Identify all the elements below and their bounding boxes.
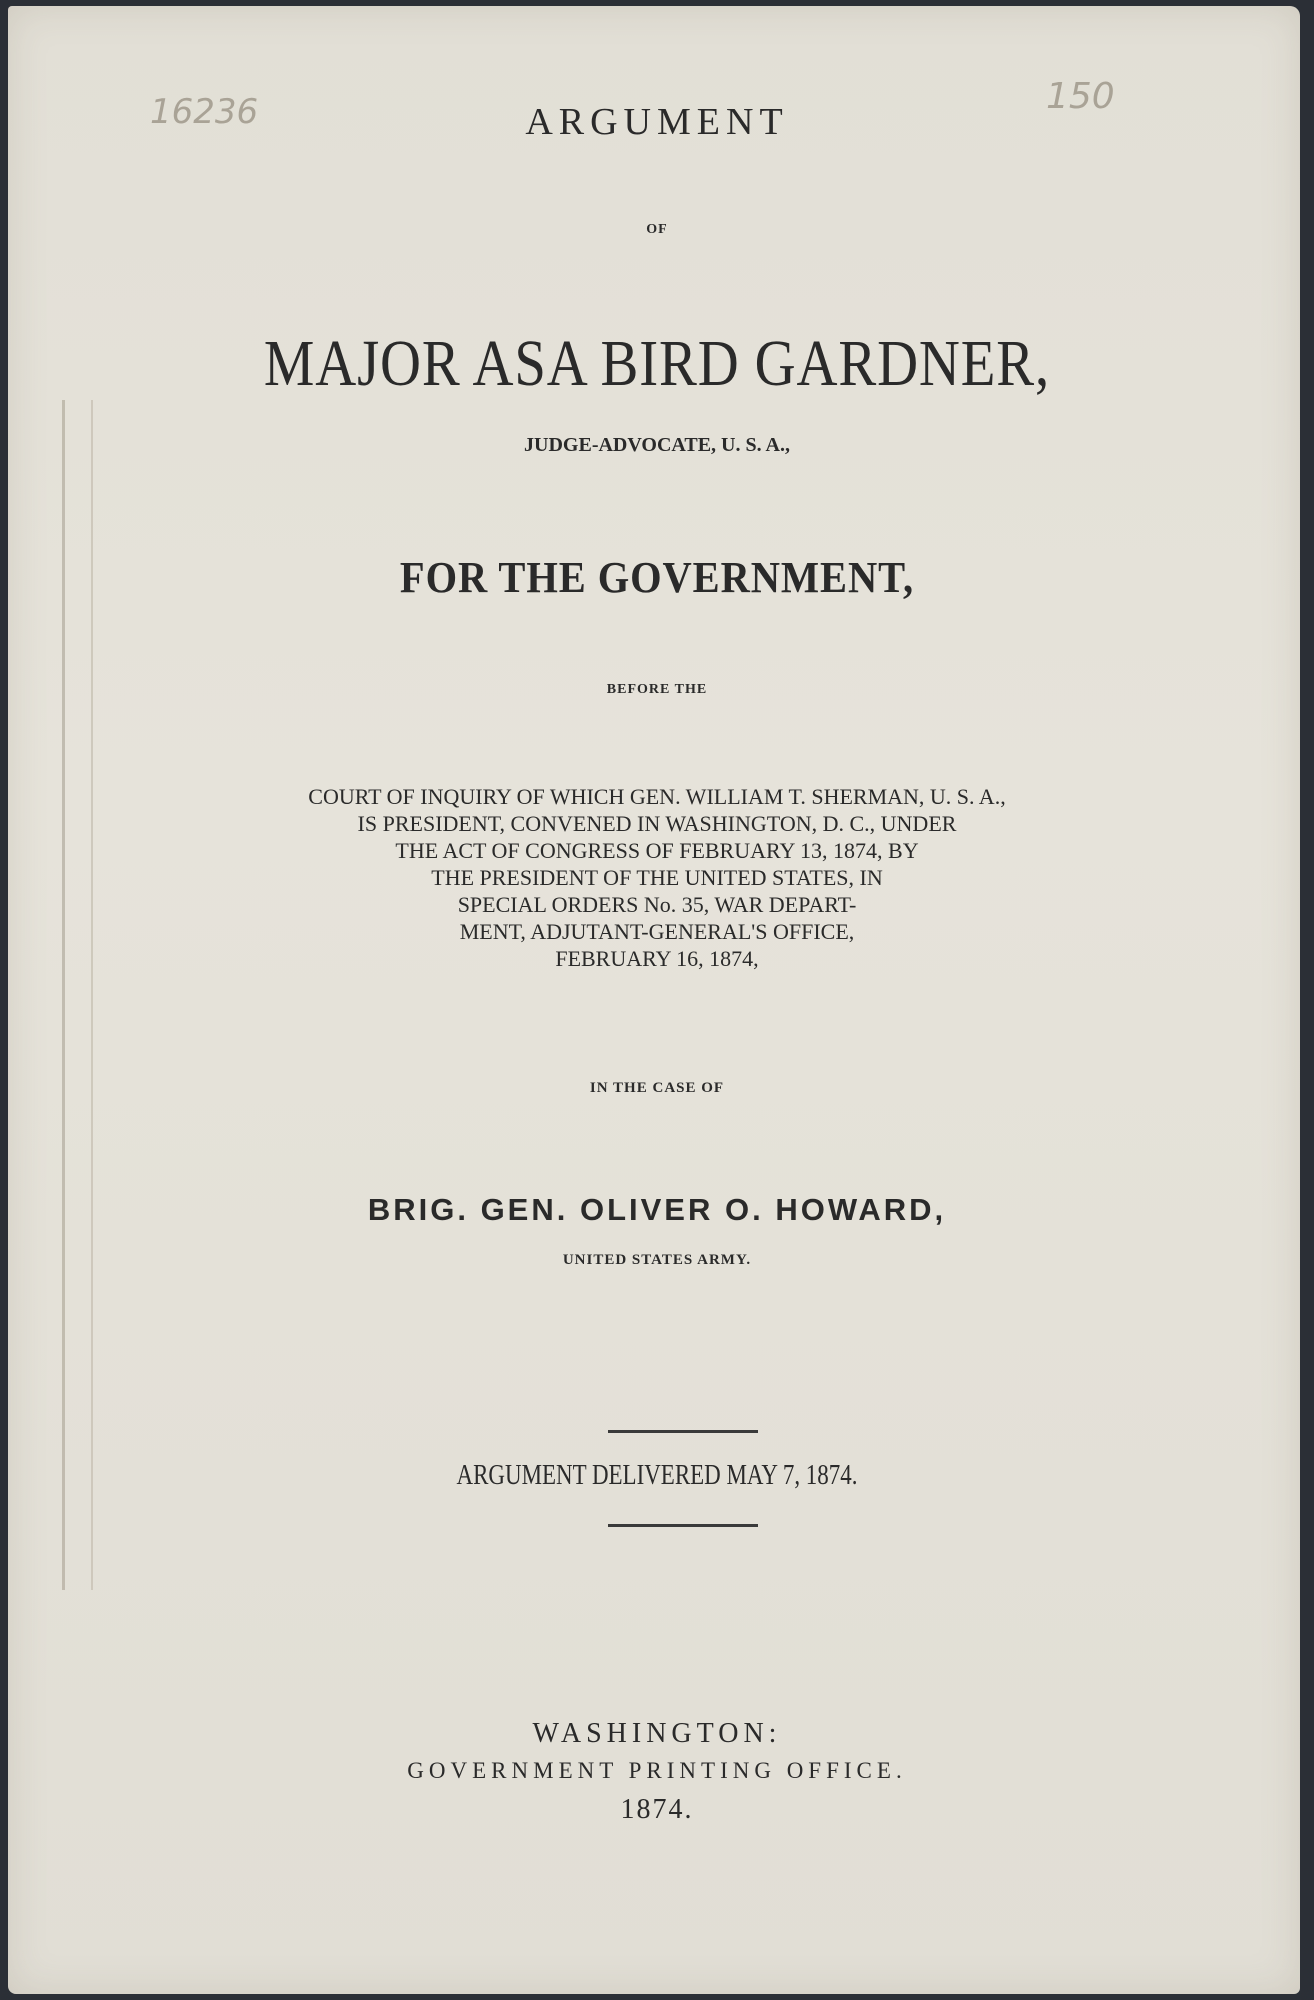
title-argument: ARGUMENT (525, 101, 789, 143)
imprint-office: GOVERNMENT PRINTING OFFICE. (407, 1758, 907, 1783)
of-label: OF (646, 222, 668, 237)
pencil-note-left: 16236 (150, 92, 259, 132)
court-line-5: SPECIAL ORDERS No. 35, WAR DEPART- (457, 892, 857, 917)
author-title: JUDGE-ADVOCATE, U. S. A., (524, 434, 790, 456)
court-line-2: IS PRESIDENT, CONVENED IN WASHINGTON, D. C., UNDER (357, 811, 957, 836)
imprint-year: 1874. (620, 1794, 694, 1825)
document-page (8, 6, 1300, 1994)
argument-delivered: ARGUMENT DELIVERED MAY 7, 1874. (456, 1460, 858, 1491)
court-line-7: FEBRUARY 16, 1874, (555, 946, 759, 971)
author-name: MAJOR ASA BIRD GARDNER, (263, 327, 1051, 400)
court-line-1: COURT OF INQUIRY OF WHICH GEN. WILLIAM T. SHERMAN, U. S. A., (308, 784, 1006, 809)
divider-bottom (608, 1524, 758, 1527)
defendant-name: BRIG. GEN. OLIVER O. HOWARD, (367, 1192, 947, 1227)
pencil-note-right: 150 (1046, 76, 1115, 117)
defendant-subtitle: UNITED STATES ARMY. (562, 1252, 752, 1268)
before-the: BEFORE THE (606, 682, 708, 697)
divider-top (608, 1430, 758, 1433)
court-line-3: THE ACT OF CONGRESS OF FEBRUARY 13, 1874, BY (395, 838, 919, 863)
court-line-6: MENT, ADJUTANT-GENERAL'S OFFICE, (459, 919, 855, 944)
for-the-government: FOR THE GOVERNMENT, (399, 553, 915, 602)
court-line-4: THE PRESIDENT OF THE UNITED STATES, IN (431, 865, 883, 890)
imprint-city: WASHINGTON: (532, 1718, 782, 1749)
in-the-case-of: IN THE CASE OF (589, 1080, 725, 1096)
